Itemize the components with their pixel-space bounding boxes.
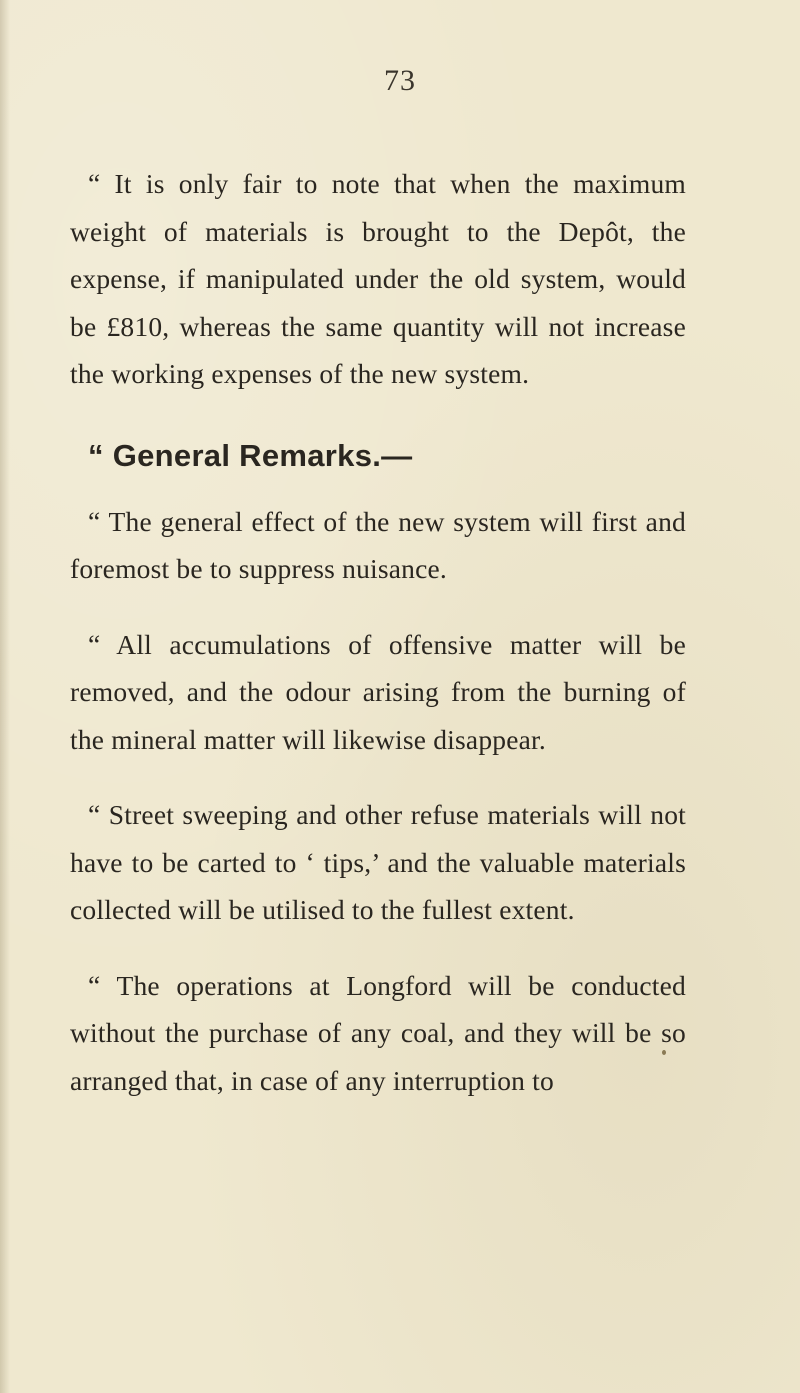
paragraph-maximum-weight: “ It is only fair to note that when the maximum weight of materials is brought to the Depôt, the expense, if manipulated under the old system, would be £810, whereas the same quantity will not increase the working expenses of the new system. bbox=[70, 168, 686, 389]
paragraph-longford-operations: “ The operations at Longford will be conducted without the purchase of any coal, and they will be so arranged that, in case of any interruption to bbox=[70, 969, 686, 1096]
ink-speck bbox=[662, 1050, 666, 1055]
page-edge-shadow bbox=[0, 0, 10, 1393]
body-text bbox=[70, 160, 686, 1104]
paragraph-accumulations: “ All accumulations of offensive matter will be removed, and the odour arising from the burning of the mineral matter will likewise disappear. bbox=[70, 628, 686, 755]
paragraph-street-sweeping: “ Street sweeping and other refuse materials will not have to be carted to ‘ tips,’ and the valuable materials collected will be utilised to the fullest extent. bbox=[70, 799, 686, 925]
page-number: 73 bbox=[384, 64, 416, 97]
paragraph-general-effect: “ The general effect of the new system will first and foremost be to suppress nuisance. bbox=[70, 505, 686, 584]
section-heading-general-remarks: “ General Remarks.— bbox=[88, 437, 413, 473]
